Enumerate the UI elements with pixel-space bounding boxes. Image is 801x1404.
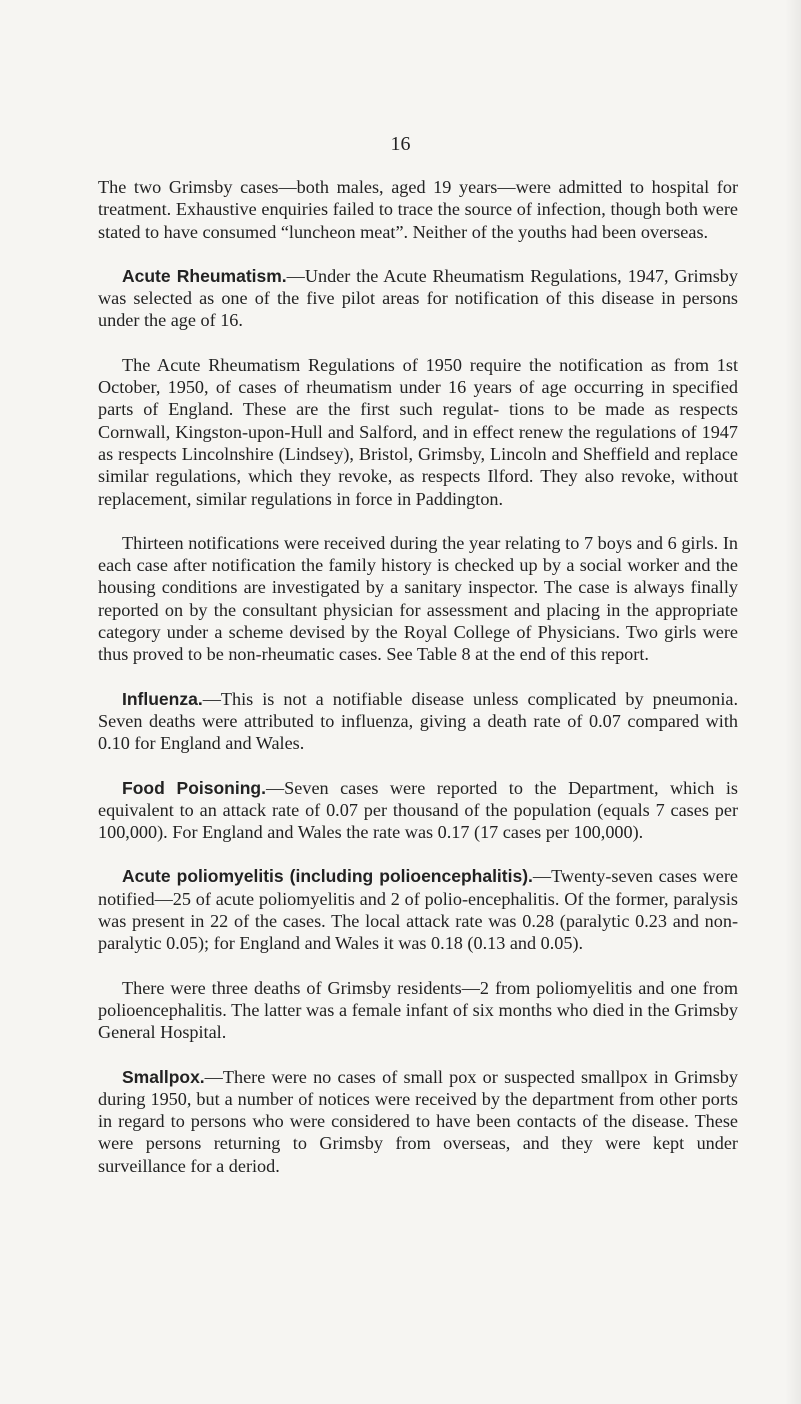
paragraph-text: —Twenty-seven cases were notified—25 of acute poliomyelitis and 2 of polio-encephalitis. Of the former, paralysis was present in 22 of the cases. The local attack rate was 0.28 (paralytic 0.23 and non-paralytic 0.05); for England and Wales it was 0.18 (0.13 and 0.05). [98,866,738,954]
section-heading-acute-poliomyelitis: Acute poliomyelitis (including polioencephalitis). [122,866,533,887]
section-heading-food-poisoning: Food Poisoning. [122,777,266,798]
paragraph-text: —There were no cases of small pox or suspected smallpox in Grimsby during 1950, but a number of notices were received by the department from other ports in regard to persons who were considered to have been contacts of the disease. These were persons returning to Grimsby from overseas, and they were kept under surveillance for a deriod. [98,1066,738,1176]
paragraph-text: Thirteen notifications were received during the year relating to 7 boys and 6 girls. In each case after notification the family history is checked up by a social worker and the housing conditions are investigated by a sanitary inspector. The case is always finally reported on by the consultant physician for assessment and placing in the appropriate category under a scheme devised by the Royal College of Physicians. Two girls were thus proved to be non-rheumatic cases. See Table 8 at the end of this report. [98,532,738,665]
paragraph-influenza [98,688,738,755]
section-heading-acute-rheumatism: Acute Rheumatism. [122,265,287,286]
section-heading-smallpox: Smallpox. [122,1066,205,1087]
page-number: 16 [390,133,411,155]
paragraph-text: The two Grimsby cases—both males, aged 19 years—were admitted to hospital for treatment. Exhaustive enquiries failed to trace the source of infection, though both were stated to have consumed “luncheon meat”. Neither of the youths had been overseas. [98,177,738,242]
paragraph-smallpox [98,1066,738,1177]
section-heading-influenza: Influenza. [122,688,203,709]
paragraph-acute-rheumatism [98,265,738,332]
paragraph-notifications-received [98,532,738,666]
paragraph-text: —Under the Acute Rheumatism Regulations, 1947, Grimsby was selected as one of the five pilot areas for notification of this disease in persons under the age of 16. [98,265,738,331]
paragraph-food-poisoning [98,777,738,844]
paragraph-text: —This is not a notifiable disease unless complicated by pneumonia. Seven deaths were attributed to influenza, giving a death rate of 0.07 compared with 0.10 for England and Wales. [98,688,738,754]
paragraph-poliomyelitis-deaths [98,977,738,1044]
paragraph-text: The Acute Rheumatism Regulations of 1950 require the notification as from 1st October, 1950, of cases of rheumatism under 16 years of age occurring in specified parts of England. These are the first such regulat- tions to be made as respects Cornwall, Kingston-upon-Hull and Salford, and in effect renew the regulations of 1947 as respects Lincolnshire (Lindsey), Bristol, Grimsby, Lincoln and Sheffield and replace similar regulations, which they revoke, as respects Ilford. They also revoke, without replacement, similar regulations in force in Paddington. [98,354,738,509]
paragraph-acute-poliomyelitis [98,865,738,954]
page-edge-shadow [785,0,801,1404]
report-body [98,176,738,1199]
paragraph-text: There were three deaths of Grimsby residents—2 from poliomyelitis and one from polioencephalitis. The latter was a female infant of six months who died in the Grimsby General Hospital. [98,977,738,1043]
paragraph-text: —Seven cases were reported to the Department, which is equivalent to an attack rate of 0.07 per thousand of the population (equals 7 cases per 100,000). For England and Wales the rate was 0.17 (17 cases per 100,000). [98,777,738,843]
paragraph-grimsby-cases [98,176,738,243]
paragraph-rheumatism-regulations-1950 [98,354,738,510]
